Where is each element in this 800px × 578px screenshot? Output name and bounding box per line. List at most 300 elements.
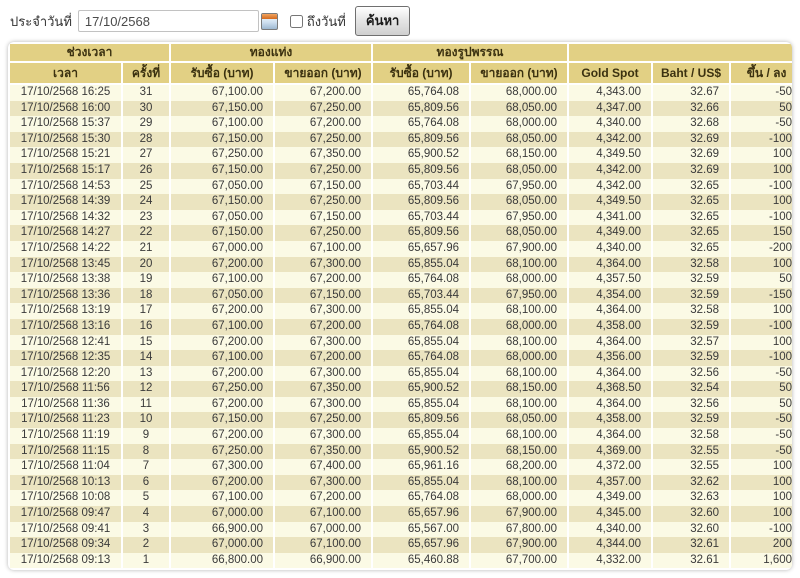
bar-buy-cell: 66,900.00 — [171, 522, 273, 538]
ornament-sell-cell: 67,900.00 — [471, 241, 567, 257]
round-cell: 17 — [123, 303, 169, 319]
round-cell: 19 — [123, 272, 169, 288]
group-header-period: ช่วงเวลา — [10, 44, 169, 63]
bar-buy-cell: 67,100.00 — [171, 350, 273, 366]
table-row — [10, 179, 792, 195]
ornament-buy-cell: 65,855.04 — [373, 366, 469, 382]
round-cell: 24 — [123, 194, 169, 210]
round-cell: 25 — [123, 179, 169, 195]
ornament-buy-cell: 65,855.04 — [373, 257, 469, 273]
col-header-gold-spot: Gold Spot — [569, 63, 651, 85]
change-cell: -100 — [731, 522, 792, 538]
baht-usd-cell: 32.63 — [653, 490, 729, 506]
bar-buy-cell: 67,050.00 — [171, 210, 273, 226]
round-cell: 12 — [123, 381, 169, 397]
ornament-buy-cell: 65,900.52 — [373, 381, 469, 397]
table-row — [10, 241, 792, 257]
table-row — [10, 210, 792, 226]
ornament-buy-cell: 65,809.56 — [373, 163, 469, 179]
table-row — [10, 132, 792, 148]
date-filter-bar — [0, 0, 800, 40]
gold-price-table — [8, 44, 792, 568]
baht-usd-cell: 32.65 — [653, 210, 729, 226]
ornament-sell-cell: 68,050.00 — [471, 132, 567, 148]
col-header-bar-sell: ขายออก (บาท) — [275, 63, 371, 85]
time-cell: 17/10/2568 12:35 — [10, 350, 121, 366]
bar-sell-cell: 67,150.00 — [275, 179, 371, 195]
baht-usd-cell: 32.62 — [653, 475, 729, 491]
round-cell: 10 — [123, 412, 169, 428]
bar-sell-cell: 67,000.00 — [275, 522, 371, 538]
bar-buy-cell: 67,150.00 — [171, 163, 273, 179]
bar-buy-cell: 67,050.00 — [171, 179, 273, 195]
bar-buy-cell: 67,200.00 — [171, 335, 273, 351]
change-cell: 100 — [731, 147, 792, 163]
ornament-sell-cell: 68,150.00 — [471, 381, 567, 397]
table-row — [10, 397, 792, 413]
ornament-sell-cell: 68,150.00 — [471, 147, 567, 163]
calendar-icon[interactable] — [261, 13, 278, 30]
baht-usd-cell: 32.66 — [653, 101, 729, 117]
change-cell: -50 — [731, 85, 792, 101]
time-cell: 17/10/2568 13:19 — [10, 303, 121, 319]
gold-spot-cell: 4,364.00 — [569, 335, 651, 351]
ornament-buy-cell: 65,855.04 — [373, 303, 469, 319]
bar-buy-cell: 67,100.00 — [171, 319, 273, 335]
ornament-sell-cell: 67,950.00 — [471, 210, 567, 226]
round-cell: 18 — [123, 288, 169, 304]
gold-spot-cell: 4,364.00 — [569, 366, 651, 382]
ornament-sell-cell: 68,100.00 — [471, 335, 567, 351]
bar-sell-cell: 67,250.00 — [275, 412, 371, 428]
change-cell: -50 — [731, 412, 792, 428]
ornament-buy-cell: 65,657.96 — [373, 506, 469, 522]
time-cell: 17/10/2568 14:22 — [10, 241, 121, 257]
table-row — [10, 147, 792, 163]
table-row — [10, 522, 792, 538]
time-cell: 17/10/2568 11:19 — [10, 428, 121, 444]
baht-usd-cell: 32.65 — [653, 194, 729, 210]
time-cell: 17/10/2568 14:53 — [10, 179, 121, 195]
gold-spot-cell: 4,358.00 — [569, 412, 651, 428]
change-cell: 50 — [731, 272, 792, 288]
gold-spot-cell: 4,347.00 — [569, 101, 651, 117]
ornament-buy-cell: 65,567.00 — [373, 522, 469, 538]
ornament-buy-cell: 65,809.56 — [373, 194, 469, 210]
baht-usd-cell: 32.59 — [653, 412, 729, 428]
group-header-misc — [569, 44, 792, 63]
table-row — [10, 381, 792, 397]
baht-usd-cell: 32.55 — [653, 459, 729, 475]
change-cell: -100 — [731, 132, 792, 148]
date-input[interactable] — [78, 10, 259, 32]
bar-buy-cell: 67,100.00 — [171, 116, 273, 132]
time-cell: 17/10/2568 16:25 — [10, 85, 121, 101]
round-cell: 1 — [123, 553, 169, 569]
time-cell: 17/10/2568 11:23 — [10, 412, 121, 428]
to-date-checkbox[interactable] — [290, 15, 303, 28]
table-row — [10, 537, 792, 553]
table-row — [10, 412, 792, 428]
bar-buy-cell: 67,250.00 — [171, 147, 273, 163]
round-cell: 21 — [123, 241, 169, 257]
change-cell: 100 — [731, 490, 792, 506]
gold-spot-cell: 4,340.00 — [569, 522, 651, 538]
bar-sell-cell: 67,250.00 — [275, 194, 371, 210]
ornament-sell-cell: 68,100.00 — [471, 428, 567, 444]
gold-spot-cell: 4,349.00 — [569, 490, 651, 506]
table-row — [10, 101, 792, 117]
ornament-sell-cell: 68,000.00 — [471, 85, 567, 101]
ornament-buy-cell: 65,809.56 — [373, 225, 469, 241]
gold-spot-cell: 4,369.00 — [569, 444, 651, 460]
ornament-sell-cell: 68,000.00 — [471, 350, 567, 366]
ornament-buy-cell: 65,855.04 — [373, 335, 469, 351]
round-cell: 31 — [123, 85, 169, 101]
time-cell: 17/10/2568 16:00 — [10, 101, 121, 117]
baht-usd-cell: 32.61 — [653, 537, 729, 553]
bar-buy-cell: 67,150.00 — [171, 132, 273, 148]
baht-usd-cell: 32.68 — [653, 116, 729, 132]
ornament-sell-cell: 68,000.00 — [471, 319, 567, 335]
change-cell: -100 — [731, 319, 792, 335]
table-row — [10, 257, 792, 273]
gold-spot-cell: 4,349.00 — [569, 225, 651, 241]
search-button[interactable]: ค้นหา — [355, 6, 410, 36]
bar-sell-cell: 67,150.00 — [275, 210, 371, 226]
ornament-buy-cell: 65,657.96 — [373, 537, 469, 553]
round-cell: 8 — [123, 444, 169, 460]
table-row — [10, 225, 792, 241]
gold-spot-cell: 4,354.00 — [569, 288, 651, 304]
baht-usd-cell: 32.59 — [653, 319, 729, 335]
time-cell: 17/10/2568 11:04 — [10, 459, 121, 475]
ornament-buy-cell: 65,900.52 — [373, 147, 469, 163]
bar-sell-cell: 67,200.00 — [275, 85, 371, 101]
table-row — [10, 490, 792, 506]
change-cell: 100 — [731, 335, 792, 351]
ornament-sell-cell: 68,100.00 — [471, 303, 567, 319]
time-cell: 17/10/2568 11:15 — [10, 444, 121, 460]
bar-buy-cell: 67,200.00 — [171, 428, 273, 444]
bar-sell-cell: 67,250.00 — [275, 225, 371, 241]
gold-spot-cell: 4,342.00 — [569, 179, 651, 195]
bar-sell-cell: 67,300.00 — [275, 335, 371, 351]
bar-buy-cell: 67,050.00 — [171, 288, 273, 304]
ornament-buy-cell: 65,764.08 — [373, 319, 469, 335]
change-cell: -50 — [731, 444, 792, 460]
round-cell: 23 — [123, 210, 169, 226]
baht-usd-cell: 32.69 — [653, 132, 729, 148]
bar-buy-cell: 67,200.00 — [171, 366, 273, 382]
col-header-time: เวลา — [10, 63, 121, 85]
ornament-buy-cell: 65,764.08 — [373, 116, 469, 132]
change-cell: -100 — [731, 350, 792, 366]
table-row — [10, 506, 792, 522]
ornament-sell-cell: 68,050.00 — [471, 101, 567, 117]
time-cell: 17/10/2568 13:16 — [10, 319, 121, 335]
time-cell: 17/10/2568 09:41 — [10, 522, 121, 538]
ornament-sell-cell: 68,050.00 — [471, 225, 567, 241]
table-row — [10, 335, 792, 351]
ornament-sell-cell: 68,200.00 — [471, 459, 567, 475]
baht-usd-cell: 32.59 — [653, 288, 729, 304]
gold-spot-cell: 4,357.50 — [569, 272, 651, 288]
ornament-sell-cell: 68,050.00 — [471, 163, 567, 179]
bar-sell-cell: 67,200.00 — [275, 272, 371, 288]
gold-spot-cell: 4,357.00 — [569, 475, 651, 491]
table-row — [10, 116, 792, 132]
bar-sell-cell: 67,400.00 — [275, 459, 371, 475]
bar-sell-cell: 67,350.00 — [275, 381, 371, 397]
baht-usd-cell: 32.61 — [653, 553, 729, 569]
round-cell: 16 — [123, 319, 169, 335]
ornament-buy-cell: 65,855.04 — [373, 428, 469, 444]
table-row — [10, 272, 792, 288]
ornament-sell-cell: 68,100.00 — [471, 397, 567, 413]
ornament-sell-cell: 68,000.00 — [471, 272, 567, 288]
gold-spot-cell: 4,345.00 — [569, 506, 651, 522]
ornament-sell-cell: 67,700.00 — [471, 553, 567, 569]
gold-spot-cell: 4,340.00 — [569, 241, 651, 257]
col-header-ornament-buy: รับซื้อ (บาท) — [373, 63, 469, 85]
ornament-buy-cell: 65,900.52 — [373, 444, 469, 460]
bar-buy-cell: 67,100.00 — [171, 85, 273, 101]
change-cell: -50 — [731, 116, 792, 132]
ornament-sell-cell: 67,950.00 — [471, 179, 567, 195]
table-row — [10, 303, 792, 319]
bar-sell-cell: 67,200.00 — [275, 490, 371, 506]
bar-sell-cell: 67,250.00 — [275, 101, 371, 117]
gold-spot-cell: 4,332.00 — [569, 553, 651, 569]
bar-buy-cell: 67,150.00 — [171, 412, 273, 428]
bar-sell-cell: 67,300.00 — [275, 303, 371, 319]
bar-buy-cell: 67,200.00 — [171, 475, 273, 491]
time-cell: 17/10/2568 14:39 — [10, 194, 121, 210]
ornament-buy-cell: 65,657.96 — [373, 241, 469, 257]
ornament-sell-cell: 68,000.00 — [471, 490, 567, 506]
ornament-sell-cell: 68,100.00 — [471, 257, 567, 273]
round-cell: 20 — [123, 257, 169, 273]
bar-sell-cell: 67,350.00 — [275, 147, 371, 163]
baht-usd-cell: 32.58 — [653, 428, 729, 444]
bar-buy-cell: 67,200.00 — [171, 303, 273, 319]
gold-spot-cell: 4,344.00 — [569, 537, 651, 553]
change-cell: 100 — [731, 163, 792, 179]
time-cell: 17/10/2568 13:36 — [10, 288, 121, 304]
time-cell: 17/10/2568 14:32 — [10, 210, 121, 226]
group-header-gold-bar: ทองแท่ง — [171, 44, 371, 63]
time-cell: 17/10/2568 09:47 — [10, 506, 121, 522]
ornament-buy-cell: 65,764.08 — [373, 490, 469, 506]
gold-spot-cell: 4,341.00 — [569, 210, 651, 226]
bar-sell-cell: 67,350.00 — [275, 444, 371, 460]
table-row — [10, 444, 792, 460]
baht-usd-cell: 32.54 — [653, 381, 729, 397]
bar-sell-cell: 67,250.00 — [275, 132, 371, 148]
round-cell: 11 — [123, 397, 169, 413]
bar-sell-cell: 67,200.00 — [275, 116, 371, 132]
ornament-buy-cell: 65,809.56 — [373, 132, 469, 148]
col-header-round: ครั้งที่ — [123, 63, 169, 85]
change-cell: -150 — [731, 288, 792, 304]
ornament-buy-cell: 65,855.04 — [373, 397, 469, 413]
bar-sell-cell: 67,150.00 — [275, 288, 371, 304]
change-cell: 200 — [731, 537, 792, 553]
table-row — [10, 475, 792, 491]
change-cell: 100 — [731, 459, 792, 475]
table-row — [10, 319, 792, 335]
ornament-buy-cell: 65,809.56 — [373, 412, 469, 428]
change-cell: 50 — [731, 397, 792, 413]
round-cell: 22 — [123, 225, 169, 241]
table-row — [10, 288, 792, 304]
gold-spot-cell: 4,340.00 — [569, 116, 651, 132]
change-cell: 100 — [731, 475, 792, 491]
baht-usd-cell: 32.69 — [653, 163, 729, 179]
change-cell: 50 — [731, 381, 792, 397]
group-header-row — [10, 44, 792, 63]
baht-usd-cell: 32.65 — [653, 225, 729, 241]
round-cell: 14 — [123, 350, 169, 366]
ornament-buy-cell: 65,809.56 — [373, 101, 469, 117]
time-cell: 17/10/2568 09:34 — [10, 537, 121, 553]
ornament-sell-cell: 67,950.00 — [471, 288, 567, 304]
baht-usd-cell: 32.56 — [653, 366, 729, 382]
gold-spot-cell: 4,349.50 — [569, 194, 651, 210]
gold-spot-cell: 4,349.50 — [569, 147, 651, 163]
round-cell: 15 — [123, 335, 169, 351]
bar-sell-cell: 67,200.00 — [275, 350, 371, 366]
column-header-row — [10, 63, 792, 85]
gold-spot-cell: 4,358.00 — [569, 319, 651, 335]
gold-spot-cell: 4,342.00 — [569, 163, 651, 179]
round-cell: 3 — [123, 522, 169, 538]
time-cell: 17/10/2568 12:41 — [10, 335, 121, 351]
bar-sell-cell: 67,300.00 — [275, 475, 371, 491]
bar-sell-cell: 67,100.00 — [275, 506, 371, 522]
change-cell: 150 — [731, 225, 792, 241]
ornament-buy-cell: 65,855.04 — [373, 475, 469, 491]
round-cell: 29 — [123, 116, 169, 132]
bar-buy-cell: 67,250.00 — [171, 444, 273, 460]
col-header-change: ขึ้น / ลง — [731, 63, 792, 85]
table-row — [10, 428, 792, 444]
bar-sell-cell: 67,100.00 — [275, 537, 371, 553]
bar-buy-cell: 67,150.00 — [171, 225, 273, 241]
ornament-sell-cell: 67,900.00 — [471, 537, 567, 553]
round-cell: 13 — [123, 366, 169, 382]
round-cell: 5 — [123, 490, 169, 506]
bar-sell-cell: 67,200.00 — [275, 319, 371, 335]
gold-price-table-container — [8, 42, 792, 570]
bar-buy-cell: 67,150.00 — [171, 194, 273, 210]
bar-buy-cell: 66,800.00 — [171, 553, 273, 569]
change-cell: -100 — [731, 179, 792, 195]
baht-usd-cell: 32.58 — [653, 257, 729, 273]
time-cell: 17/10/2568 12:20 — [10, 366, 121, 382]
baht-usd-cell: 32.65 — [653, 241, 729, 257]
change-cell: 100 — [731, 257, 792, 273]
round-cell: 4 — [123, 506, 169, 522]
table-row — [10, 163, 792, 179]
change-cell: 50 — [731, 101, 792, 117]
baht-usd-cell: 32.60 — [653, 506, 729, 522]
baht-usd-cell: 32.67 — [653, 85, 729, 101]
baht-usd-cell: 32.60 — [653, 522, 729, 538]
ornament-buy-cell: 65,764.08 — [373, 272, 469, 288]
baht-usd-cell: 32.56 — [653, 397, 729, 413]
time-cell: 17/10/2568 10:08 — [10, 490, 121, 506]
col-header-ornament-sell: ขายออก (บาท) — [471, 63, 567, 85]
time-cell: 17/10/2568 13:38 — [10, 272, 121, 288]
group-header-gold-ornament: ทองรูปพรรณ — [373, 44, 567, 63]
bar-sell-cell: 67,300.00 — [275, 428, 371, 444]
date-label: ประจำวันที่ — [10, 13, 72, 29]
ornament-buy-cell: 65,961.16 — [373, 459, 469, 475]
bar-buy-cell: 67,100.00 — [171, 272, 273, 288]
time-cell: 17/10/2568 09:13 — [10, 553, 121, 569]
bar-buy-cell: 67,100.00 — [171, 490, 273, 506]
bar-sell-cell: 67,300.00 — [275, 257, 371, 273]
bar-sell-cell: 67,250.00 — [275, 163, 371, 179]
change-cell: 100 — [731, 194, 792, 210]
ornament-sell-cell: 67,800.00 — [471, 522, 567, 538]
gold-spot-cell: 4,372.00 — [569, 459, 651, 475]
bar-buy-cell: 67,000.00 — [171, 506, 273, 522]
bar-buy-cell: 67,150.00 — [171, 101, 273, 117]
change-cell: -50 — [731, 428, 792, 444]
baht-usd-cell: 32.55 — [653, 444, 729, 460]
table-row — [10, 350, 792, 366]
bar-buy-cell: 67,200.00 — [171, 257, 273, 273]
table-body — [10, 85, 792, 568]
table-row — [10, 553, 792, 569]
gold-spot-cell: 4,364.00 — [569, 428, 651, 444]
baht-usd-cell: 32.65 — [653, 179, 729, 195]
time-cell: 17/10/2568 15:21 — [10, 147, 121, 163]
bar-buy-cell: 67,200.00 — [171, 397, 273, 413]
baht-usd-cell: 32.59 — [653, 272, 729, 288]
col-header-bar-buy: รับซื้อ (บาท) — [171, 63, 273, 85]
ornament-buy-cell: 65,460.88 — [373, 553, 469, 569]
bar-buy-cell: 67,250.00 — [171, 381, 273, 397]
round-cell: 9 — [123, 428, 169, 444]
baht-usd-cell: 32.59 — [653, 350, 729, 366]
time-cell: 17/10/2568 11:56 — [10, 381, 121, 397]
time-cell: 17/10/2568 15:30 — [10, 132, 121, 148]
round-cell: 6 — [123, 475, 169, 491]
round-cell: 7 — [123, 459, 169, 475]
gold-spot-cell: 4,364.00 — [569, 397, 651, 413]
gold-spot-cell: 4,364.00 — [569, 303, 651, 319]
to-date-label: ถึงวันที่ — [306, 13, 346, 29]
table-row — [10, 459, 792, 475]
gold-spot-cell: 4,342.00 — [569, 132, 651, 148]
ornament-sell-cell: 68,050.00 — [471, 412, 567, 428]
change-cell: -50 — [731, 366, 792, 382]
bar-buy-cell: 67,000.00 — [171, 537, 273, 553]
ornament-sell-cell: 67,900.00 — [471, 506, 567, 522]
round-cell: 27 — [123, 147, 169, 163]
change-cell: 1,600 — [731, 553, 792, 569]
ornament-buy-cell: 65,703.44 — [373, 210, 469, 226]
time-cell: 17/10/2568 13:45 — [10, 257, 121, 273]
round-cell: 30 — [123, 101, 169, 117]
table-row — [10, 85, 792, 101]
time-cell: 17/10/2568 14:27 — [10, 225, 121, 241]
bar-sell-cell: 67,300.00 — [275, 397, 371, 413]
